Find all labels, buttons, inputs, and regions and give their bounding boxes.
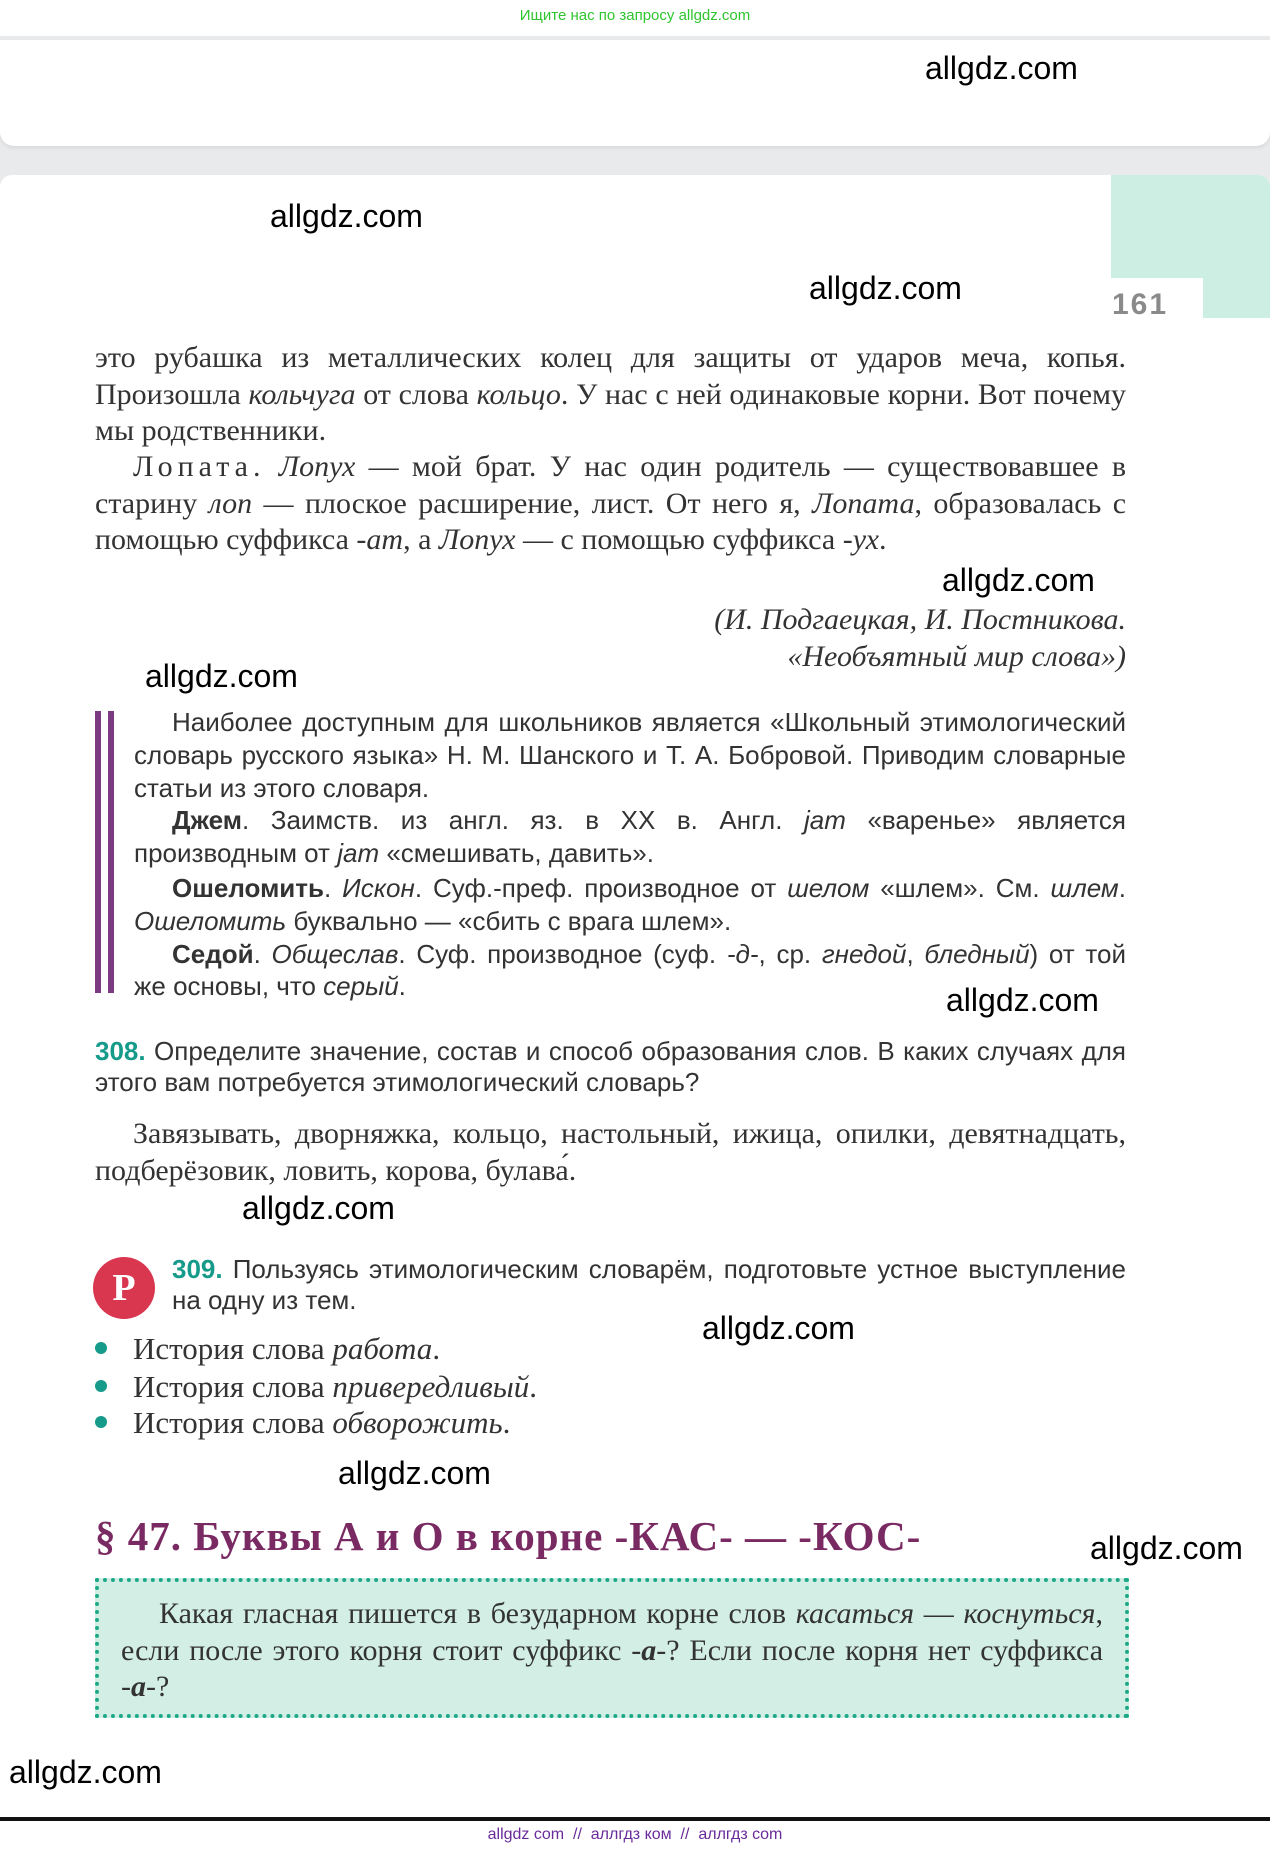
watermark: allgdz.com <box>338 1455 491 1491</box>
footer-divider <box>0 1817 1270 1821</box>
speech-badge-icon: Р <box>93 1257 155 1319</box>
watermark: allgdz.com <box>270 198 423 234</box>
exercise-309-task: 309. Пользуясь этимологическим словарём, подготовьте устное выступление на одну из тем. <box>172 1254 1126 1315</box>
watermark: allgdz.com <box>942 562 1095 598</box>
topic-item: История слова привередливый. <box>95 1369 537 1405</box>
exercise-308-task: 308. Определите значение, состав и способ образования слов. В каких случаях для этого вам потребуется этимологический словарь? <box>95 1036 1126 1097</box>
footer-links: allgdz com // аллгдз ком // аллгдз com <box>487 1826 783 1843</box>
watermark: allgdz.com <box>242 1190 395 1226</box>
watermark: allgdz.com <box>702 1310 855 1346</box>
watermark: allgdz.com <box>946 982 1099 1018</box>
watermark: allgdz.com <box>9 1754 162 1790</box>
dictionary-info-box: Наиболее доступным для школьников является «Школьный этимологический словарь русского языка» Н. М. Шанского и Т. А. Бобровой. Приводим словарные статьи из этого словаря. Джем. Заимств. из англ. яз. в XX в. Англ. jam «варенье» является производным от jam «смешивать, давить». Ошеломить. Искон. Суф.-преф. производное от шелом «шлем». См. шлем. Ошеломить буквально — «сбить с врага шлем». Седой. Общеслав. Суф. производное (суф. -д-, ср. гнедой, бледный) от той же основы, что серый. <box>134 707 1127 1002</box>
watermark: allgdz.com <box>1090 1530 1243 1566</box>
topic-item: История слова обворожить. <box>95 1405 510 1441</box>
top-card <box>0 40 1270 146</box>
watermark: allgdz.com <box>809 270 962 306</box>
story-paragraph-1: это рубашка из металлических колец для защиты от ударов меча, копья. Произошла кольчуга от слова кольцо. У нас с ней одинаковые корни. Вот почему мы родственники. <box>95 341 1126 447</box>
bullet-icon <box>95 1342 107 1354</box>
watermark: allgdz.com <box>145 658 298 694</box>
topic-item: История слова работа. <box>95 1331 440 1367</box>
rule-question-box: Какая гласная пишется в безударном корне слов касаться — коснуться, если после этого корня стоит суффикс -а-? Если после корня нет суффикса -а-? <box>95 1578 1129 1718</box>
story-paragraph-2: Лопата. Лопух — мой брат. У нас один родитель — существовавшее в старину лоп — плоское расширение, лист. От него я, Лопата, образовалась с помощью суффикса -ат, а Лопух — с помощью суффикса -ух. <box>95 450 1127 556</box>
exercise-308-words: Завязывать, дворняжка, кольцо, настольный, ижица, опилки, девятнадцать, подберёзовик, ловить, корова, булава́. <box>95 1117 1126 1187</box>
page-number: 161 <box>1112 288 1169 321</box>
section-heading: § 47. Буквы А и О в корне -КАС- — -КОС- <box>95 1513 922 1559</box>
watermark: allgdz.com <box>925 50 1078 86</box>
citation: (И. Подгаецкая, И. Постникова. «Необъятный мир слова») <box>714 603 1126 673</box>
info-box-bar <box>95 711 114 993</box>
bullet-icon <box>95 1380 107 1392</box>
search-banner: Ищите нас по запросу allgdz.com <box>0 0 1270 36</box>
bullet-icon <box>95 1416 107 1428</box>
